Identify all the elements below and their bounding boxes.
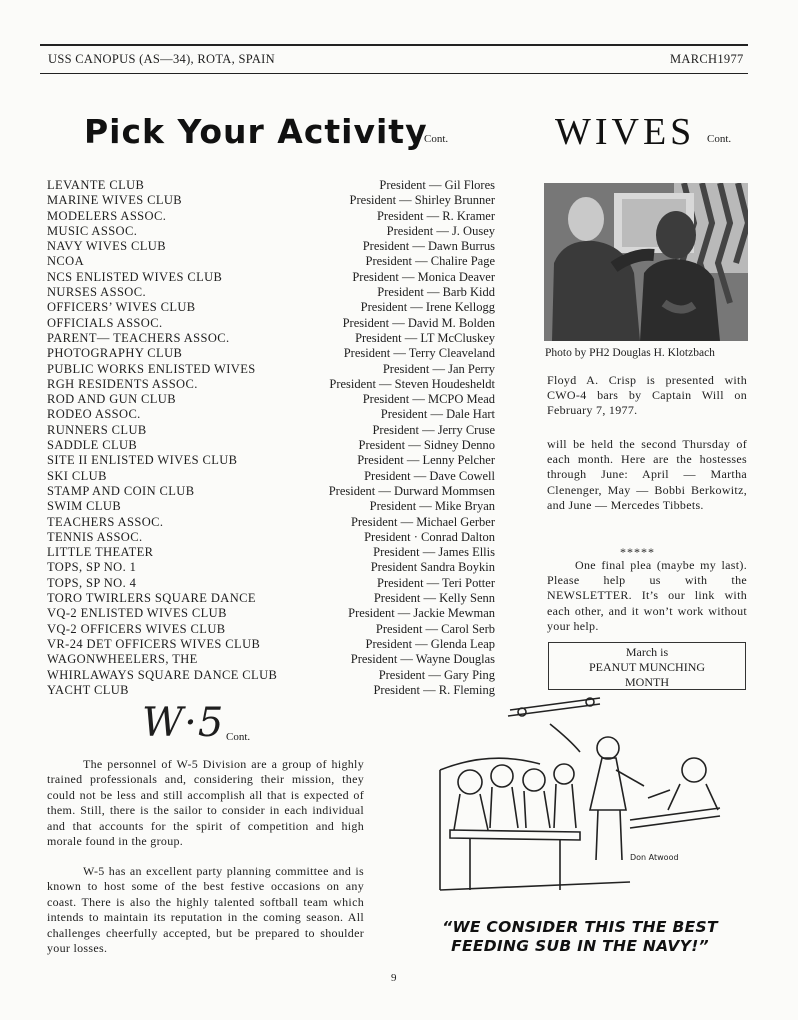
club-name: NAVY WIVES CLUB — [47, 239, 166, 254]
club-name: TOPS, SP NO. 1 — [47, 560, 137, 575]
club-president: President — Carol Serb — [375, 621, 495, 636]
club-name: VQ-2 OFFICERS WIVES CLUB — [47, 621, 226, 636]
club-president: President — Barb Kidd — [377, 285, 495, 300]
masthead-publication: USS CANOPUS (AS—34), ROTA, SPAIN — [48, 52, 275, 66]
club-name: NURSES ASSOC. — [47, 285, 146, 300]
club-president: President — R. Kramer — [376, 208, 495, 223]
club-president: President — Lenny Pelcher — [357, 453, 495, 468]
wives-title: WIVES — [555, 111, 696, 153]
club-president: President — Glenda Leap — [365, 636, 495, 651]
page-number: 9 — [391, 972, 397, 984]
club-president: President — R. Fleming — [373, 682, 495, 697]
w5-title: W·5 — [142, 700, 225, 746]
w5-cont: Cont. — [226, 731, 251, 743]
pick-activity-title: Pick Your Activity — [84, 112, 428, 151]
club-name: LITTLE THEATER — [47, 545, 154, 560]
masthead-date: MARCH1977 — [670, 52, 744, 66]
galley-cartoon-drawing — [430, 690, 730, 910]
galley-cartoon — [430, 690, 730, 910]
club-name: OFFICERS’ WIVES CLUB — [47, 300, 196, 315]
peanut-box-line-2: PEANUT MUNCHING — [588, 660, 706, 674]
club-name: WAGONWHEELERS, THE — [47, 652, 198, 667]
section-separator: ***** — [620, 545, 655, 559]
club-name: OFFICIALS ASSOC. — [47, 315, 163, 330]
club-president: President — Kelly Senn — [373, 591, 495, 606]
club-president: President — David M. Bolden — [342, 315, 495, 330]
club-president: President · Conrad Dalton — [364, 529, 495, 544]
club-name: SITE II ENLISTED WIVES CLUB — [47, 453, 238, 468]
club-name: MARINE WIVES CLUB — [47, 193, 183, 208]
cartoon-caption — [430, 918, 730, 956]
club-president: President — Jerry Cruse — [372, 422, 495, 437]
club-name: RGH RESIDENTS ASSOC. — [47, 376, 198, 391]
photo-caption: Floyd A. Crisp is presented with CWO-4 bars by Captain Will on February 7, 1977. — [547, 373, 747, 418]
club-president: President — Gil Flores — [379, 178, 495, 192]
club-president: President — Terry Cleaveland — [343, 346, 495, 361]
club-president: President — Jackie Mewman — [348, 606, 495, 621]
club-name: MUSIC ASSOC. — [47, 223, 138, 238]
w5-paragraph-2: W-5 has an excellent party planning committee and is known to host some of the best festive occasions on any coast. There is also the highly talented softball team which intends to maintain its reputation in the coming season. All challenges cheerfully accepted, but be prepared to shoulder your losses. — [47, 864, 364, 956]
club-president: President — Teri Potter — [377, 575, 495, 590]
club-president: President — MCPO Mead — [362, 392, 495, 407]
peanut-month-box — [548, 642, 746, 690]
club-name: NCOA — [47, 254, 85, 269]
photo-credit: Photo by PH2 Douglas H. Klotzbach — [545, 347, 715, 359]
club-name: VR-24 DET OFFICERS WIVES CLUB — [47, 636, 261, 651]
club-name: NCS ENLISTED WIVES CLUB — [47, 269, 223, 284]
club-president: President — Dawn Burrus — [362, 239, 495, 254]
wives-paragraph-hostesses: will be held the second Thursday of each month. Here are the hostesses through June: April — Martha Clenenger, May — Bobbi Berkowitz, and June — Mercedes Tibbets. — [547, 437, 747, 512]
club-name: RODEO ASSOC. — [47, 407, 141, 422]
club-president: President — Irene Kellogg — [360, 300, 495, 315]
ceremony-photo-drawing — [544, 183, 748, 341]
club-president: President — Sidney Denno — [358, 438, 495, 453]
club-name: STAMP AND COIN CLUB — [47, 483, 195, 498]
club-name: PHOTOGRAPHY CLUB — [47, 346, 183, 361]
club-name: TORO TWIRLERS SQUARE DANCE — [47, 591, 256, 606]
cartoon-signature: Don Atwood — [630, 853, 679, 862]
pick-activity-cont: Cont. — [424, 133, 449, 145]
club-name: ROD AND GUN CLUB — [47, 392, 176, 407]
club-president: President — Chalire Page — [365, 254, 495, 269]
ceremony-photo — [544, 183, 748, 341]
club-name: VQ-2 ENLISTED WIVES CLUB — [47, 606, 227, 621]
club-president: President — Gary Ping — [378, 667, 495, 682]
club-name: YACHT CLUB — [47, 682, 129, 697]
club-president: President — Durward Mommsen — [328, 483, 495, 498]
club-president: President — LT McCluskey — [355, 330, 495, 345]
club-name: SKI CLUB — [47, 468, 107, 483]
club-president: President — Monica Deaver — [352, 269, 495, 284]
club-name: WHIRLAWAYS SQUARE DANCE CLUB — [47, 667, 278, 682]
club-president: President — Dave Cowell — [364, 468, 495, 483]
club-president: President — Mike Bryan — [369, 499, 495, 514]
club-name: SWIM CLUB — [47, 499, 122, 514]
w5-paragraph-1: The personnel of W-5 Division are a group of highly trained professionals and, considering their mission, they could not be less and still accomplish all that is expected of them. Still, there is the sailor to consider in each individual and that accounts for the spirit of competition and high morale found in the group. — [47, 757, 364, 849]
club-president: President — Dale Hart — [380, 407, 495, 422]
club-president-list — [270, 178, 495, 698]
club-president: President — J. Ousey — [386, 223, 495, 238]
club-name: RUNNERS CLUB — [47, 422, 147, 437]
club-president: President — Wayne Douglas — [350, 652, 495, 667]
peanut-box-line-1: March is — [625, 645, 669, 659]
club-president: President — Shirley Brunner — [349, 193, 495, 208]
club-name: TENNIS ASSOC. — [47, 529, 143, 544]
club-name: SADDLE CLUB — [47, 438, 138, 453]
club-name: TEACHERS ASSOC. — [47, 514, 164, 529]
club-name: LEVANTE CLUB — [47, 178, 145, 192]
club-president: President — Michael Gerber — [350, 514, 495, 529]
club-name: PUBLIC WORKS ENLISTED WIVES — [47, 361, 256, 376]
cartoon-caption-line-1: “WE CONSIDER THIS THE BEST — [442, 918, 718, 936]
cartoon-caption-line-2: FEEDING SUB IN THE NAVY!” — [451, 937, 709, 955]
club-president: President — Steven Houdesheldt — [329, 376, 495, 391]
wives-cont: Cont. — [707, 133, 732, 145]
club-name: PARENT— TEACHERS ASSOC. — [47, 330, 230, 345]
club-president: President — Jan Perry — [382, 361, 495, 376]
club-president: President — James Ellis — [373, 545, 495, 560]
wives-paragraph-plea: One final plea (maybe my last). Please help us with the NEWSLETTER. It’s our link with each other, and it won’t work without your help. — [547, 558, 747, 633]
club-name: MODELERS ASSOC. — [47, 208, 167, 223]
peanut-box-line-3: MONTH — [625, 675, 669, 689]
club-president: President Sandra Boykin — [370, 560, 495, 575]
club-name: TOPS, SP NO. 4 — [47, 575, 137, 590]
